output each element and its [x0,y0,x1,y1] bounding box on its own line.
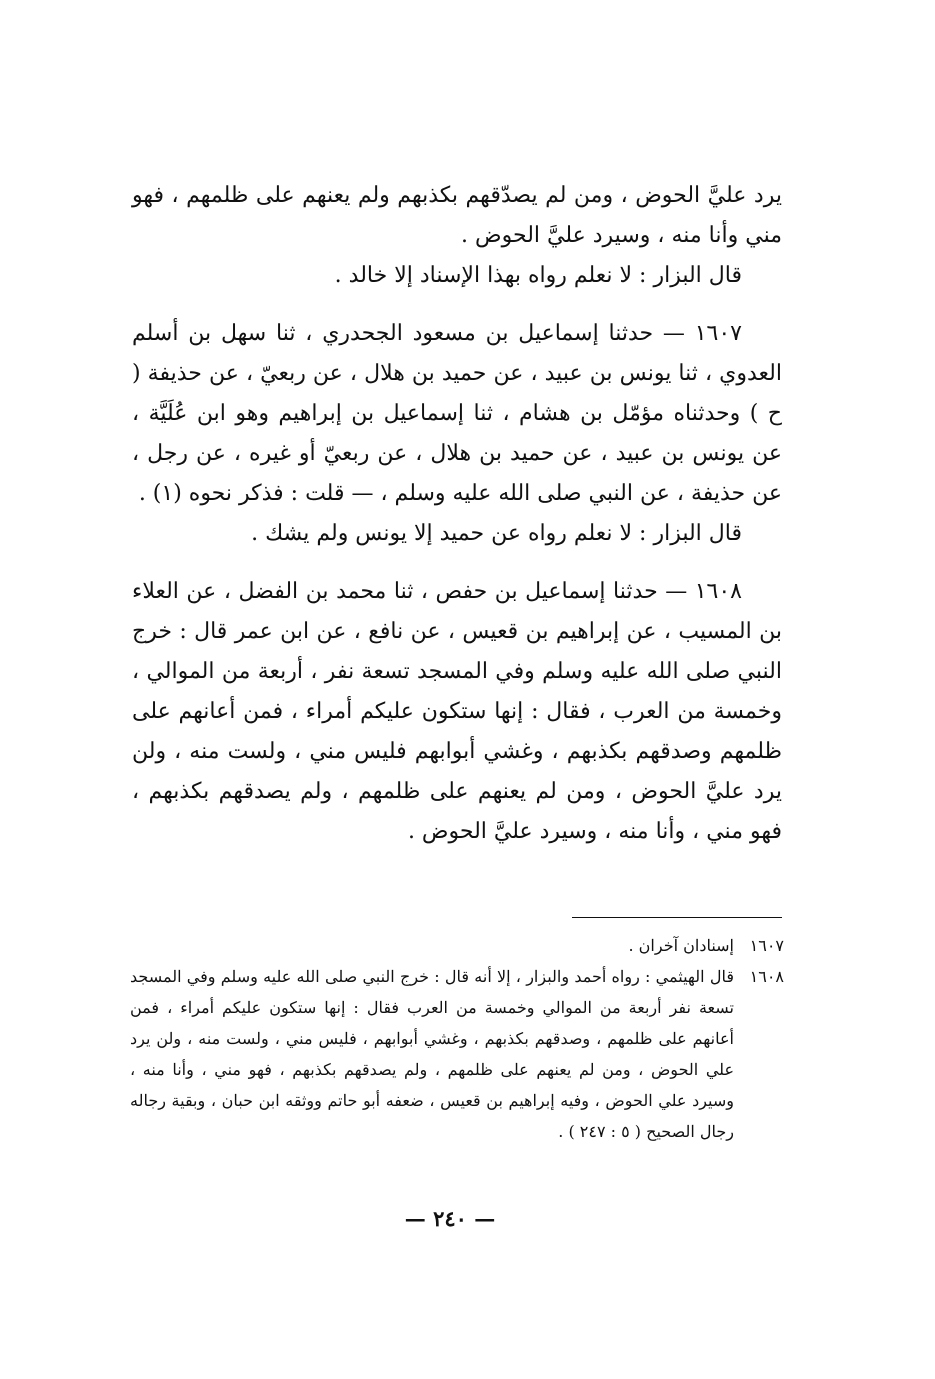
footnote-number: ١٦٠٨ [749,967,784,986]
bazzar-note-2: قال البزار : لا نعلم رواه عن حميد إلا يونس ولم يشك . [251,521,742,546]
hadith-1607: ١٦٠٧ — حدثنا إسماعيل بن مسعود الجحدري ، ثنا سهل بن أسلم العدوي ، ثنا يونس بن عبيد ، عن حميد بن هلال ، عن ربعيّ ، عن حذيفة ( ح ) وحدثناه مؤمّل بن هشام ، ثنا إسماعيل بن إبراهيم وهو ابن عُلَيَّة ، عن يونس بن عبيد ، عن حميد بن هلال ، عن ربعيّ أو غيره ، عن رجل ، عن حذيفة ، عن النبي صلى الله عليه وسلم ، — قلت : فذكر نحوه (١) . [132,321,782,506]
footnote-number: ١٦٠٧ [749,936,784,955]
bazzar-note-1: قال البزار : لا نعلم رواه بهذا الإسناد إلا خالد . [334,263,742,288]
paragraph-gap [132,554,782,572]
paragraph-gap [132,296,782,314]
footnotes [130,930,784,1147]
footnote-separator [572,917,782,918]
page-number: — ٢٤٠ — [404,1206,496,1231]
footnote-1607 [130,930,784,961]
hadith-1608: ١٦٠٨ — حدثنا إسماعيل بن حفص ، ثنا محمد بن الفضل ، عن العلاء بن المسيب ، عن إبراهيم بن قعيس ، عن نافع ، عن ابن عمر قال : خرج النبي صلى الله عليه وسلم وفي المسجد تسعة نفر ، أربعة من الموالي ، وخمسة من العرب ، فقال : إنها ستكون عليكم أمراء ، فمن أعانهم على ظلمهم وصدقهم بكذبهم ، وغشي أبوابهم فليس مني ، ولست منه ، ولن يرد عليَّ الحوض ، ومن لم يعنهم على ظلمهم ، ولم يصدقهم بكذبهم ، فهو مني ، وأنا منه ، وسيرد عليَّ الحوض . [132,579,782,844]
footnote-text: قال الهيثمي : رواه أحمد والبزار ، إلا أنه قال : خرج النبي صلى الله عليه وسلم وفي المسجد تسعة نفر أربعة من الموالي وخمسة من العرب فقال : إنها ستكون عليكم أمراء ، فمن أعانهم على ظلمهم ، وصدقهم بكذبهم ، وغشي أبوابهم ، فليس مني ، ولست منه ، ولن يرد علي الحوض ، ومن لم يعنهم على ظلمهم ، ولم يصدقهم بكذبهم ، فهو مني ، وأنا منه ، وسيرد علي الحوض ، وفيه إبراهيم بن قعيس ، ضعفه أبو حاتم ووثقه ابن حبان ، وبقية رجاله رجال الصحيح ( ٥ : ٢٤٧ ) . [130,967,735,1141]
footnote-1608 [130,961,784,1147]
main-text [132,176,782,852]
continuation-paragraph: يرد عليَّ الحوض ، ومن لم يصدّقهم بكذبهم ولم يعنهم على ظلمهم ، فهو مني وأنا منه ، وسيرد عليَّ الحوض . [132,183,782,248]
footnote-text: إسنادان آخران . [628,936,734,955]
